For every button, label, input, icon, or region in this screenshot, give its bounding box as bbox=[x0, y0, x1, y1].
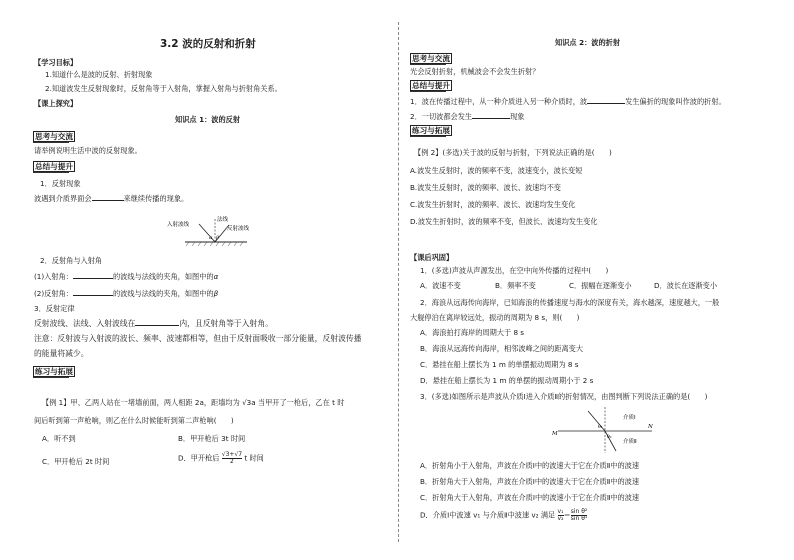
example-1-option-c[interactable]: C．甲开枪后 2t 时间 bbox=[42, 457, 110, 466]
page-title: 3.2 波的反射和折射 bbox=[160, 38, 256, 50]
beta-label: β bbox=[216, 235, 219, 241]
question-3-option-d[interactable]: D．介质Ⅰ中波速 v₁ 与介质Ⅱ中波速 v₂ 满足 $\frac{\text{v₁}}{\text{v₂}}$ ＝ $\frac{\text{sin θ²}}{\text{sin θ¹}}$ bbox=[420, 508, 588, 522]
example-2-option-c[interactable]: C.波发生折射时，波的频率、波长、波速均发生变化 bbox=[410, 200, 576, 209]
question-1: 1．(多选)声波从声源发出，在空中向外传播的过程中( ) bbox=[420, 266, 609, 275]
example-1-line-2: 间后听到第一声枪响，则乙在什么时候能听到第二声枪响( ) bbox=[34, 416, 234, 425]
question-3-option-c[interactable]: C．折射角大于入射角，声波在介质Ⅰ中的波速小于它在介质Ⅱ中的波速 bbox=[420, 493, 640, 502]
fill-blank[interactable] bbox=[472, 111, 510, 119]
s1-text: 波遇到介质界面会 来继续传播的现象。 bbox=[34, 194, 189, 203]
example-2-option-a[interactable]: A.波发生反射时，波的频率不变，波速变小，波长变短 bbox=[410, 166, 583, 175]
refraction-diagram bbox=[548, 405, 658, 455]
question-2-option-d[interactable]: D．悬挂在船上摆长为 1 m 的单摆的振动周期小于 2 s bbox=[420, 376, 594, 385]
example-2-option-b[interactable]: B.波发生反射时，波的频率、波长、波速均不变 bbox=[410, 183, 561, 192]
alpha-label: α bbox=[209, 235, 213, 241]
objective-1: 1.知道什么是波的反射、折射现象 bbox=[45, 70, 153, 79]
question-2-line-2: 大舰停泊在离岸较远处，振动的周期为 8 s，则( ) bbox=[410, 313, 580, 322]
kp2-s2: 2．一切波都会发生 现象 bbox=[410, 112, 525, 121]
tag-underline bbox=[410, 136, 446, 137]
example-1-option-a[interactable]: A．听不到 bbox=[42, 434, 76, 443]
think-text-right: 光会反射折射，机械波会不会发生折射？ bbox=[410, 67, 540, 76]
medium-2-label: 介质Ⅱ bbox=[623, 439, 637, 445]
think-tag-right: 思考与交流 bbox=[412, 54, 450, 63]
objective-2: 2.知道波发生反射现象时，反射角等于入射角，掌握入射角与折射角关系。 bbox=[45, 84, 282, 93]
medium-1-label: 介质Ⅰ bbox=[623, 415, 636, 421]
incident-wave-label: 入射波线 bbox=[167, 222, 190, 228]
question-1-option-d[interactable]: D．波长在逐渐变小 bbox=[654, 281, 718, 290]
fill-blank[interactable] bbox=[73, 288, 113, 296]
s2-title: 2．反射角与入射角 bbox=[40, 256, 103, 265]
theta-1-label: θ₁ bbox=[598, 425, 603, 430]
column-divider bbox=[398, 22, 399, 542]
question-3-option-b[interactable]: B．折射角大于入射角，声波在介质Ⅰ中的波速大于它在介质Ⅱ中的波速 bbox=[420, 477, 640, 486]
question-3-option-a[interactable]: A．折射角小于入射角，声波在介质Ⅰ中的波速大于它在介质Ⅱ中的波速 bbox=[420, 461, 640, 470]
fill-blank[interactable] bbox=[73, 271, 113, 279]
objectives-header: 【学习目标】 bbox=[34, 58, 78, 67]
question-2-option-c[interactable]: C．悬挂在船上摆长为 1 m 的单摆振动周期为 8 s bbox=[420, 360, 579, 369]
think-tag-left: 思考与交流 bbox=[35, 132, 73, 141]
question-2-option-b[interactable]: B．海浪从远海传向海岸，相邻波峰之间的距离变大 bbox=[420, 344, 584, 353]
reflected-wave-label: 反射波线 bbox=[227, 226, 250, 232]
question-1-option-c[interactable]: C．振幅在逐渐变小 bbox=[569, 281, 632, 290]
velocity-fraction: $\frac{\text{v₁}}{\text{v₂}}$ bbox=[557, 508, 564, 522]
s3-title: 3．反射定律 bbox=[34, 304, 75, 313]
tag-underline bbox=[33, 172, 69, 173]
question-3-stem: 3．(多选)如图所示是声波从介质Ⅰ进入介质Ⅱ的折射情况，由图判断下列说法正确的是( ) bbox=[420, 392, 708, 401]
example-2-stem: 【例 2】(多选)关于波的反射与折射，下列说法正确的是( ) bbox=[414, 148, 612, 157]
example-1-line-1: 【例 1】甲、乙两人站在一堵墙前面，两人相距 2a，距墙均为 √3a 当甲开了一枪后，乙在 t 时 bbox=[42, 398, 345, 407]
tag-underline bbox=[33, 377, 69, 378]
summary-tag-left: 总结与提升 bbox=[35, 162, 73, 171]
normal-label: 法线 bbox=[217, 217, 229, 223]
example-1-option-b[interactable]: B．甲开枪后 3t 时间 bbox=[178, 434, 246, 443]
practice-tag-right: 练习与拓展 bbox=[412, 126, 450, 135]
s3-note-2: 的能量将减少。 bbox=[34, 349, 89, 358]
m-label: M bbox=[552, 431, 558, 437]
example-2-option-d[interactable]: D.波发生折射时，波的频率不变，但波长、波速均发生变化 bbox=[410, 217, 598, 226]
s2-item-1: (1)入射角： 的波线与法线的夹角，如图中的α bbox=[34, 272, 219, 281]
s2-item-2: (2)反射角： 的波线与法线的夹角，如图中的β bbox=[34, 289, 219, 298]
theta-2-label: θ₂ bbox=[607, 435, 612, 440]
question-1-option-a[interactable]: A．波速不变 bbox=[420, 281, 461, 290]
fill-blank[interactable] bbox=[92, 193, 124, 201]
n-label: N bbox=[648, 424, 653, 430]
question-2-option-a[interactable]: A．海浪拍打海岸的周期大于 8 s bbox=[420, 328, 525, 337]
inquiry-header: 【课上探究】 bbox=[34, 99, 78, 108]
s3-note-1: 注意：反射波与入射波的波长、频率、波速都相等，但由于反射面吸收一部分能量，反射波传播 bbox=[34, 334, 362, 343]
s3-line-1: 反射波线、法线、入射波线在 内，且反射角等于入射角。 bbox=[34, 319, 273, 328]
summary-tag-right: 总结与提升 bbox=[412, 81, 450, 90]
think-text-left: 请举例说明生活中波的反射现象。 bbox=[34, 146, 142, 155]
tag-underline bbox=[410, 91, 446, 92]
practice-tag-left: 练习与拓展 bbox=[35, 367, 73, 376]
tag-underline bbox=[33, 142, 69, 143]
fill-blank[interactable] bbox=[587, 96, 625, 104]
question-2-line-1: 2．海浪从远海传向海岸，已知海浪的传播速度与海水的深度有关，海水越深，速度越大，一般 bbox=[420, 298, 720, 307]
example-1-option-d[interactable]: D．甲开枪后 $\frac{√3+√7}{2}$ t 时间 bbox=[178, 451, 264, 465]
kp2-s1: 1．波在传播过程中，从一种介质进入另一种介质时，波 发生偏折的现象叫作波的折射。 bbox=[410, 97, 726, 106]
tag-underline bbox=[410, 64, 446, 65]
review-header: 【课后巩固】 bbox=[410, 253, 454, 262]
fill-blank[interactable] bbox=[135, 318, 179, 326]
reflection-diagram bbox=[165, 212, 255, 248]
sine-fraction: $\frac{\text{sin θ²}}{\text{sin θ¹}}$ bbox=[570, 508, 588, 522]
kp1-title: 知识点 1：波的反射 bbox=[175, 115, 241, 124]
question-1-option-b[interactable]: B．频率不变 bbox=[495, 281, 536, 290]
kp2-title: 知识点 2：波的折射 bbox=[555, 38, 621, 47]
fraction: $\frac{√3+√7}{2}$ bbox=[221, 451, 243, 465]
s1-title: 1．反射现象 bbox=[40, 179, 81, 188]
